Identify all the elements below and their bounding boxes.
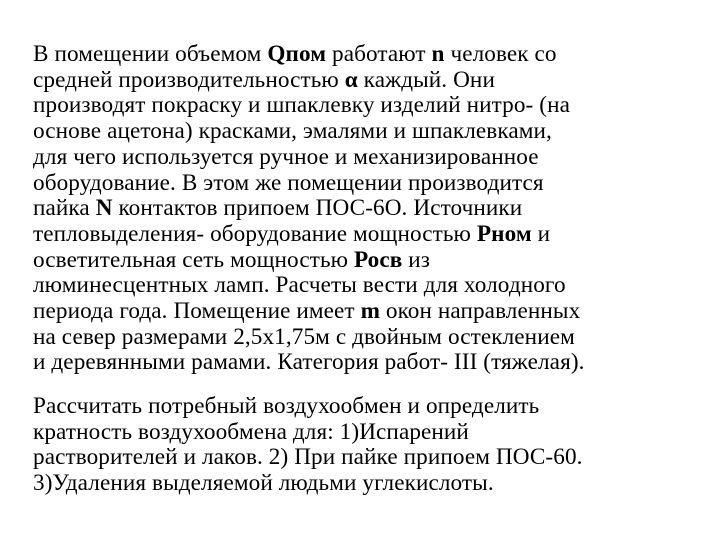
text-segment: кратность воздухообмена для: 1)Испарений bbox=[33, 418, 469, 445]
text-segment: каждый. Они bbox=[357, 66, 495, 93]
text-line bbox=[33, 325, 697, 351]
text-segment: основе ацетона) красками, эмалями и шпаклевками, bbox=[33, 118, 552, 145]
task-conditions-paragraph bbox=[33, 42, 697, 376]
text-line bbox=[33, 445, 697, 471]
text-segment: из bbox=[402, 246, 431, 273]
text-line bbox=[33, 42, 697, 68]
text-line bbox=[33, 299, 697, 325]
text-segment: и деревянными рамами. Категория работ- III (тяжелая). bbox=[33, 349, 585, 376]
variable-symbol: n bbox=[431, 41, 445, 67]
task-question-paragraph bbox=[33, 394, 697, 497]
text-line bbox=[33, 68, 697, 94]
variable-symbol: Рном bbox=[476, 220, 532, 247]
variable-symbol: m bbox=[360, 298, 380, 325]
variable-symbol: Qпом bbox=[267, 41, 327, 67]
text-segment: периода года. Помещение имеет bbox=[33, 298, 361, 325]
text-segment: растворителей и лаков. 2) При пайке припоем ПОС-60. bbox=[33, 444, 583, 471]
text-line bbox=[33, 145, 697, 171]
text-segment: В помещении объемом bbox=[33, 41, 268, 67]
text-line bbox=[33, 171, 697, 197]
text-segment: для чего используется ручное и механизированное bbox=[33, 143, 539, 170]
text-segment: человек со bbox=[444, 41, 557, 67]
text-line bbox=[33, 248, 697, 274]
text-line bbox=[33, 222, 697, 248]
text-segment: производят покраску и шпаклевку изделий нитро- (на bbox=[33, 92, 570, 119]
text-segment: люминесцентных ламп. Расчеты вести для холодного bbox=[33, 272, 566, 299]
text-segment: средней производительностью bbox=[33, 66, 345, 93]
text-line bbox=[33, 119, 697, 145]
text-segment: Рассчитать потребный воздухообмен и определить bbox=[33, 393, 540, 419]
variable-symbol: N bbox=[95, 195, 113, 222]
text-segment: 3)Удаления выделяемой людьми углекислоты. bbox=[33, 470, 494, 497]
text-line bbox=[33, 273, 697, 299]
text-segment: контактов припоем ПОС-6О. Источники bbox=[112, 195, 523, 222]
text-segment: оборудование. В этом же помещении производится bbox=[33, 169, 544, 196]
text-line bbox=[33, 196, 697, 222]
text-line bbox=[33, 471, 697, 497]
variable-symbol: α bbox=[344, 66, 358, 93]
variable-symbol: Росв bbox=[353, 246, 403, 273]
text-segment: пайка bbox=[33, 195, 96, 222]
text-segment: осветительная сеть мощностью bbox=[33, 246, 354, 273]
text-line bbox=[33, 350, 697, 376]
text-line bbox=[33, 420, 697, 446]
text-segment: окон направленных bbox=[380, 298, 581, 325]
text-line bbox=[33, 93, 697, 119]
text-segment: работают bbox=[326, 41, 432, 67]
text-line bbox=[33, 394, 697, 420]
text-segment: на север размерами 2,5х1,75м с двойным остеклением bbox=[33, 323, 575, 350]
text-segment: и bbox=[531, 220, 551, 247]
text-segment: тепловыделения- оборудование мощностью bbox=[33, 220, 477, 247]
